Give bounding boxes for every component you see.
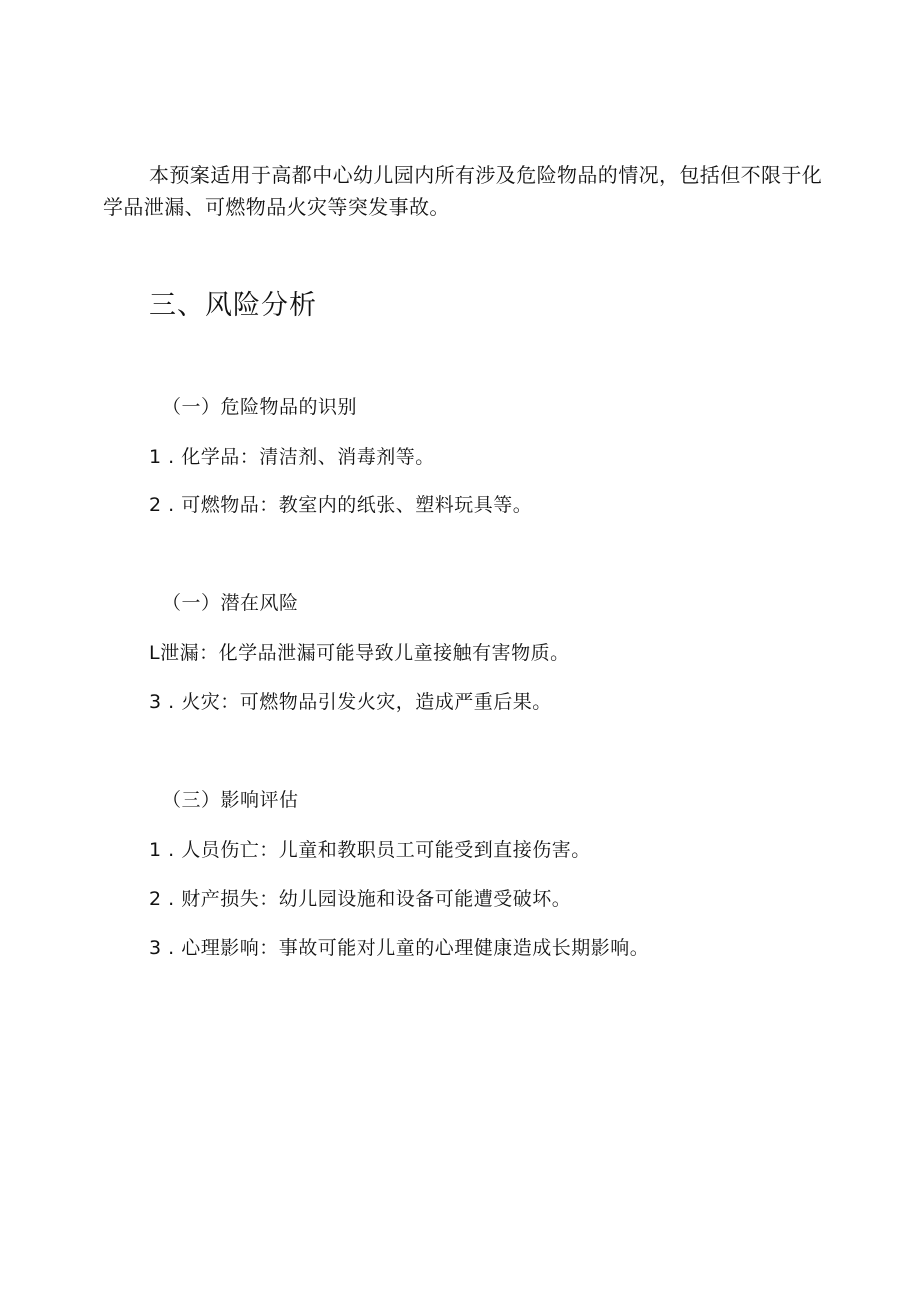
list-item: 2 . 财产损失：幼儿园设施和设备可能遭受破坏。 [149,888,572,910]
section-heading: 三、风险分析 [149,290,317,321]
list-item: 2 . 可燃物品：教室内的纸张、塑料玩具等。 [149,494,533,516]
list-item: 1 . 人员伤亡：儿童和教职员工可能受到直接伤害。 [149,839,591,861]
subsection-title-impact-assessment: （三）影响评估 [162,789,299,811]
list-item: L泄漏：化学品泄漏可能导致儿童接触有害物质。 [149,642,570,664]
list-item: 3 . 火灾：可燃物品引发火灾，造成严重后果。 [149,691,552,713]
subsection-title-potential-risk: （一）潜在风险 [162,592,299,614]
intro-paragraph: 本预案适用于高都中心幼儿园内所有涉及危险物品的情况，包括但不限于化学品泄漏、可燃物品火灾等突发事故。 [103,163,823,219]
subsection-title-identification: （一）危险物品的识别 [162,396,358,418]
list-item: 1 . 化学品：清洁剂、消毒剂等。 [149,446,435,468]
list-item: 3 . 心理影响：事故可能对儿童的心理健康造成长期影响。 [149,937,650,959]
